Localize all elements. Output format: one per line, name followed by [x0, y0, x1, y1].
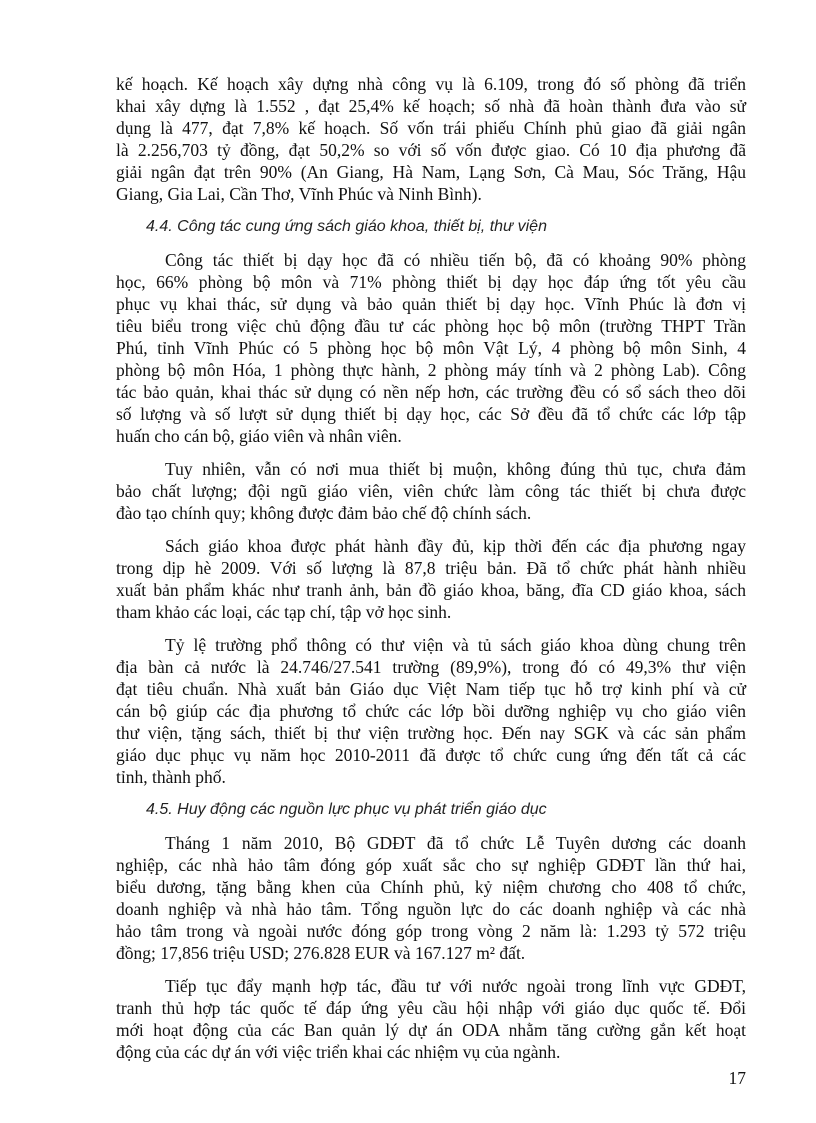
paragraph-line: học, 66% phòng bộ môn và 71% phòng thiết bị dạy học đáp ứng tốt yêu cầu [116, 272, 746, 292]
paragraph-line: giải ngân đạt trên 90% (An Giang, Hà Nam, Lạng Sơn, Cà Mau, Sóc Trăng, Hậu [116, 162, 746, 182]
paragraph [116, 458, 746, 524]
paragraph-line: Tỷ lệ trường phổ thông có thư viện và tủ sách giáo khoa dùng chung trên [165, 635, 746, 655]
paragraph-line: Công tác thiết bị dạy học đã có nhiều tiến bộ, đã có khoảng 90% phòng [165, 250, 746, 270]
paragraph-line: đào tạo chính quy; không được đảm bảo chế độ chính sách. [116, 503, 532, 523]
paragraph-line: là 2.256,703 tỷ đồng, đạt 50,2% so với số vốn được giao. Có 10 địa phương đã [116, 140, 746, 160]
paragraph-line: tiêu biểu trong việc chủ động đầu tư các phòng học bộ môn (trường THPT Trần [116, 316, 746, 336]
paragraph-line: bảo chất lượng; đội ngũ giáo viên, viên chức làm công tác thiết bị chưa được [116, 481, 746, 501]
section-heading [116, 216, 746, 238]
paragraph-line: khai xây dựng là 1.552 , đạt 25,4% kế hoạch; số nhà đã hoàn thành đưa vào sử [116, 96, 746, 116]
paragraph [116, 634, 746, 788]
section-heading-text: 4.4. Công tác cung ứng sách giáo khoa, thiết bị, thư viện [146, 218, 547, 235]
paragraph-line: kế hoạch. Kế hoạch xây dựng nhà công vụ là 6.109, trong đó số phòng đã triển [116, 74, 746, 94]
paragraph-line: động của các dự án với việc triển khai các nhiệm vụ của ngành. [116, 1042, 561, 1062]
paragraph-line: Tháng 1 năm 2010, Bộ GDĐT đã tổ chức Lễ Tuyên dương các doanh [165, 833, 746, 853]
paragraph [116, 535, 746, 623]
paragraph-line: trong dịp hè 2009. Với số lượng là 87,8 triệu bản. Đã tổ chức phát hành nhiều [116, 558, 746, 578]
paragraph-line: biểu dương, tặng bằng khen của Chính phủ, kỷ niệm chương cho 408 tổ chức, [116, 877, 746, 897]
paragraph-line: địa bàn cả nước là 24.746/27.541 trường (89,9%), trong đó có 49,3% thư viện [116, 657, 746, 677]
paragraph-line: giáo dục phục vụ năm học 2010-2011 đã được tổ chức cung ứng đến tất cả các [116, 745, 746, 765]
page-number: 17 [728, 1068, 746, 1088]
section-heading [116, 799, 746, 821]
paragraph-line: phục vụ khai thác, sử dụng và bảo quản thiết bị dạy học. Vĩnh Phúc là đơn vị [116, 294, 746, 314]
paragraph-line: đạt tiêu chuẩn. Nhà xuất bản Giáo dục Việt Nam tiếp tục hỗ trợ kinh phí và cử [116, 679, 746, 699]
paragraph-line: nghiệp, các nhà hảo tâm đóng góp xuất sắc cho sự nghiệp GDĐT lần thứ hai, [116, 855, 746, 875]
paragraph-line: Tiếp tục đẩy mạnh hợp tác, đầu tư với nước ngoài trong lĩnh vực GDĐT, [165, 976, 746, 996]
paragraph-line: xuất bản phẩm khác như tranh ảnh, bản đồ giáo khoa, băng, đĩa CD giáo khoa, sách [116, 580, 746, 600]
paragraph-line: phòng bộ môn Hóa, 1 phòng thực hành, 2 phòng máy tính và 2 phòng Lab). Công [116, 360, 746, 380]
section-heading-text: 4.5. Huy động các nguồn lực phục vụ phát triển giáo dục [146, 801, 547, 818]
paragraph-line: tỉnh, thành phố. [116, 767, 226, 787]
paragraph-line: Giang, Gia Lai, Cần Thơ, Vĩnh Phúc và Ninh Bình). [116, 184, 482, 204]
paragraph-line: Phú, tỉnh Vĩnh Phúc có 5 phòng học bộ môn Vật Lý, 4 phòng bộ môn Sinh, 4 [116, 338, 746, 358]
paragraph-line: Tuy nhiên, vẫn có nơi mua thiết bị muộn, không đúng thủ tục, chưa đảm [165, 459, 746, 479]
paragraph [116, 832, 746, 964]
paragraph-line: số lượng và số lượt sử dụng thiết bị dạy học, các Sở đều đã tổ chức các lớp tập [116, 404, 746, 424]
paragraph-line: huấn cho cán bộ, giáo viên và nhân viên. [116, 426, 402, 446]
paragraph-line: tranh thủ hợp tác quốc tế đáp ứng yêu cầu hội nhập với giáo dục quốc tế. Đổi [116, 998, 746, 1018]
paragraph [116, 975, 746, 1063]
paragraph-line: mới hoạt động của các Ban quản lý dự án ODA nhằm tăng cường gắn kết hoạt [116, 1020, 746, 1040]
paragraph [116, 249, 746, 447]
paragraph-line: cán bộ giúp các địa phương tổ chức các lớp bồi dưỡng nghiệp vụ cho giáo viên [116, 701, 746, 721]
paragraph-line: tham khảo các loại, các tạp chí, tập vở học sinh. [116, 602, 452, 622]
paragraph-line: thư viện, tặng sách, thiết bị thư viện trường học. Đến nay SGK và các sản phẩm [116, 723, 746, 743]
paragraph-line: đồng; 17,856 triệu USD; 276.828 EUR và 167.127 m² đất. [116, 943, 526, 963]
paragraph-line: Sách giáo khoa được phát hành đầy đủ, kịp thời đến các địa phương ngay [165, 536, 746, 556]
document-body [116, 73, 746, 1074]
paragraph-line: dụng là 477, đạt 7,8% kế hoạch. Số vốn trái phiếu Chính phủ giao đã giải ngân [116, 118, 746, 138]
paragraph-line: hảo tâm trong và ngoài nước đóng góp trong vòng 2 năm là: 1.293 tỷ 572 triệu [116, 921, 746, 941]
paragraph-line: tác bảo quản, khai thác sử dụng có nền nếp hơn, các trường đều có sổ sách theo dõi [116, 382, 746, 402]
paragraph-line: doanh nghiệp và nhà hảo tâm. Tổng nguồn lực do các doanh nghiệp và các nhà [116, 899, 746, 919]
paragraph [116, 73, 746, 205]
